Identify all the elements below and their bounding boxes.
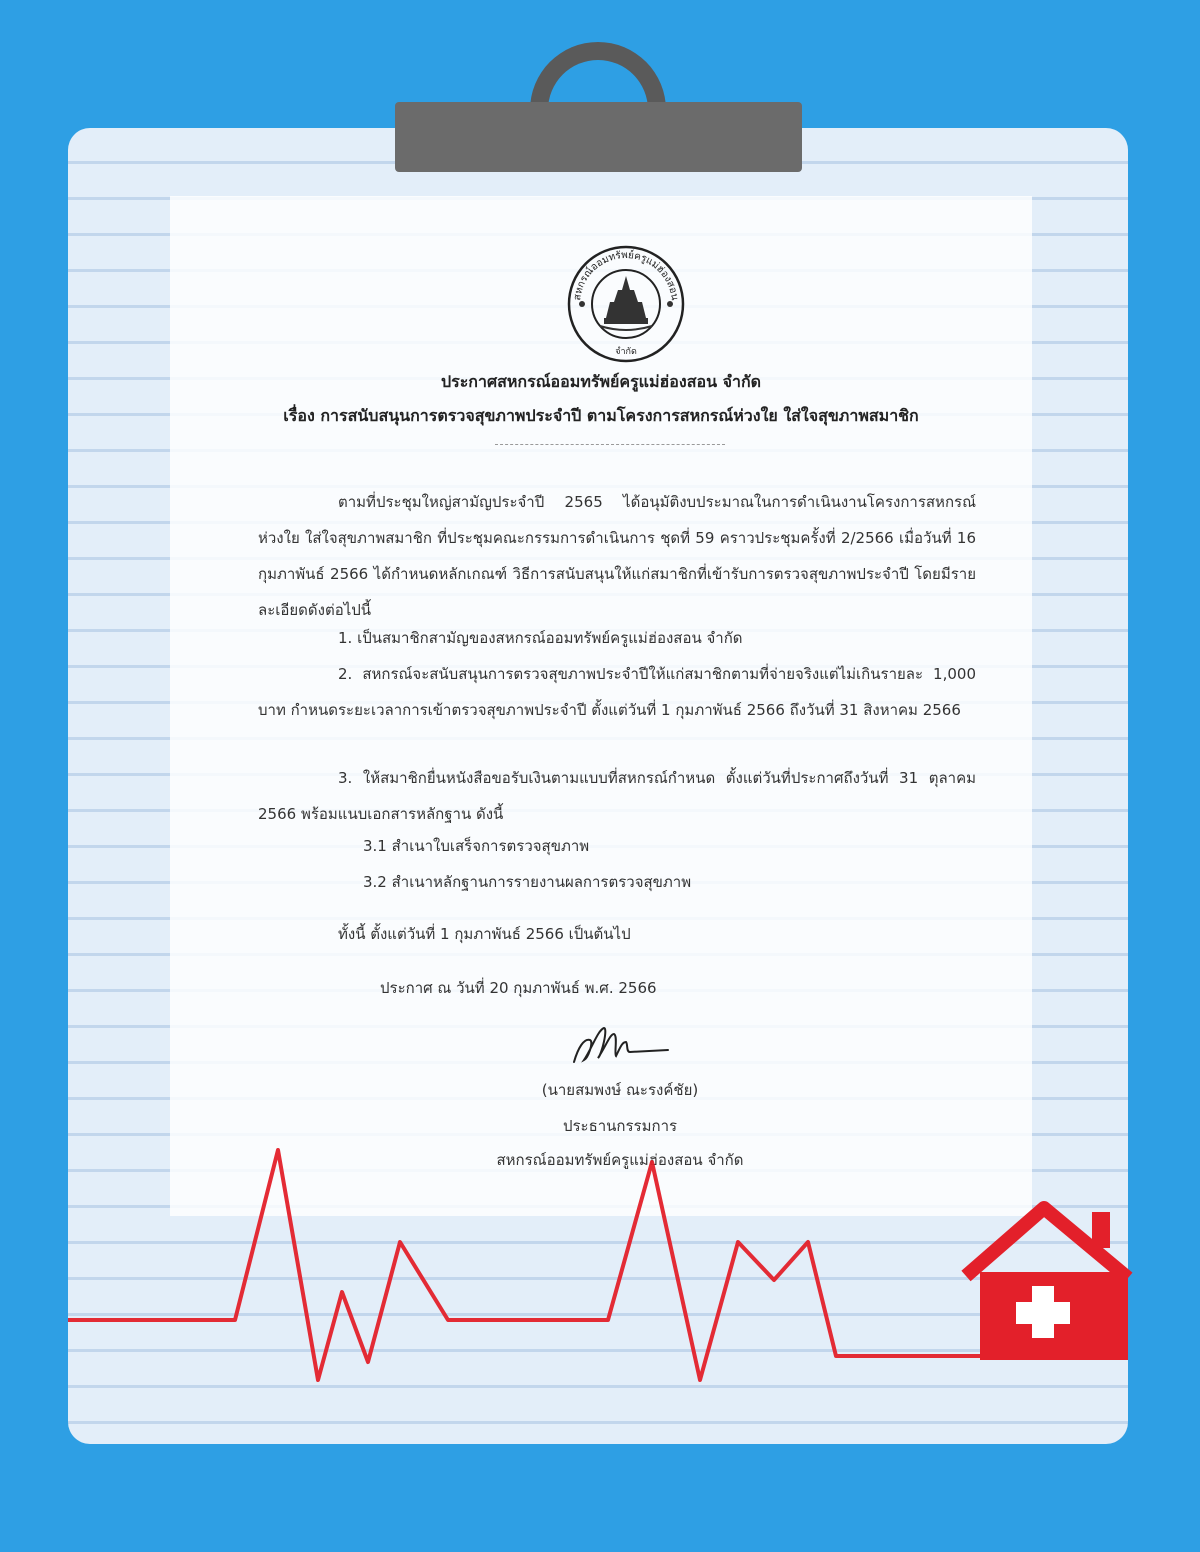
criteria-item-3-2: 3.2 สำเนาหลักฐานการรายงานผลการตรวจสุขภาพ bbox=[363, 873, 692, 891]
intro-paragraph: ตามที่ประชุมใหญ่สามัญประจำปี 2565 ได้อนุมัติงบประมาณในการดำเนินงานโครงการสหกรณ์ห่วงใย ใส่ใจสุขภาพสมาชิก ที่ประชุมคณะกรรมการดำเนินการ ชุดที่ 59 คราวประชุมครั้งที่ 2/2566 เมื่อวันที่ 16 กุมภาพันธ์ 2566 ได้กำหนดหลักเกณฑ์ วิธีการสนับสนุนให้แก่สมาชิกที่เข้ารับการตรวจสุขภาพประจำปี โดยมีรายละเอียดดังต่อไปนี้ bbox=[258, 493, 976, 619]
announcement-paper bbox=[170, 196, 1032, 1216]
signature bbox=[568, 1018, 672, 1068]
signer-organization: สหกรณ์ออมทรัพย์ครูแม่ฮ่องสอน จำกัด bbox=[496, 1151, 744, 1169]
clipboard-clip bbox=[395, 102, 802, 172]
criteria-item-3-1: 3.1 สำเนาใบเสร็จการตรวจสุขภาพ bbox=[363, 837, 590, 855]
effective-date: ทั้งนี้ ตั้งแต่วันที่ 1 กุมภาพันธ์ 2566 เป็นต้นไป bbox=[338, 925, 631, 943]
criteria-item-3: 3. ให้สมาชิกยื่นหนังสือขอรับเงินตามแบบที่สหกรณ์กำหนด ตั้งแต่วันที่ประกาศถึงวันที่ 31 ตุลาคม 2566 พร้อมแนบเอกสารหลักฐาน ดังนี้ bbox=[258, 769, 976, 823]
criteria-item-2: 2. สหกรณ์จะสนับสนุนการตรวจสุขภาพประจำปีให้แก่สมาชิกตามที่จ่ายจริงแต่ไม่เกินรายละ 1,000 บาท กำหนดระยะเวลาการเข้าตรวจสุขภาพประจำปี ตั้งแต่วันที่ 1 กุมภาพันธ์ 2566 ถึงวันที่ 31 สิงหาคม 2566 bbox=[258, 665, 976, 719]
announcement-title: ประกาศสหกรณ์ออมทรัพย์ครูแม่ฮ่องสอน จำกัด bbox=[440, 372, 762, 391]
seal-ring-text: สหกรณ์ออมทรัพย์ครูแม่ฮ่องสอน bbox=[572, 249, 680, 302]
announcement-date: ประกาศ ณ วันที่ 20 กุมภาพันธ์ พ.ศ. 2566 bbox=[380, 979, 657, 997]
seal-bottom-text: จำกัด bbox=[615, 347, 637, 357]
announcement-subject: เรื่อง การสนับสนุนการตรวจสุขภาพประจำปี ตามโครงการสหกรณ์ห่วงใย ใส่ใจสุขภาพสมาชิก bbox=[283, 406, 919, 425]
signer-name: (นายสมพงษ์ ณะรงค์ชัย) bbox=[541, 1081, 699, 1099]
criteria-item-1: 1. เป็นสมาชิกสามัญของสหกรณ์ออมทรัพย์ครูแม่ฮ่องสอน จำกัด bbox=[338, 629, 743, 647]
title-separator bbox=[495, 444, 725, 445]
signer-position: ประธานกรรมการ bbox=[562, 1117, 678, 1135]
cooperative-seal-logo bbox=[566, 244, 686, 364]
